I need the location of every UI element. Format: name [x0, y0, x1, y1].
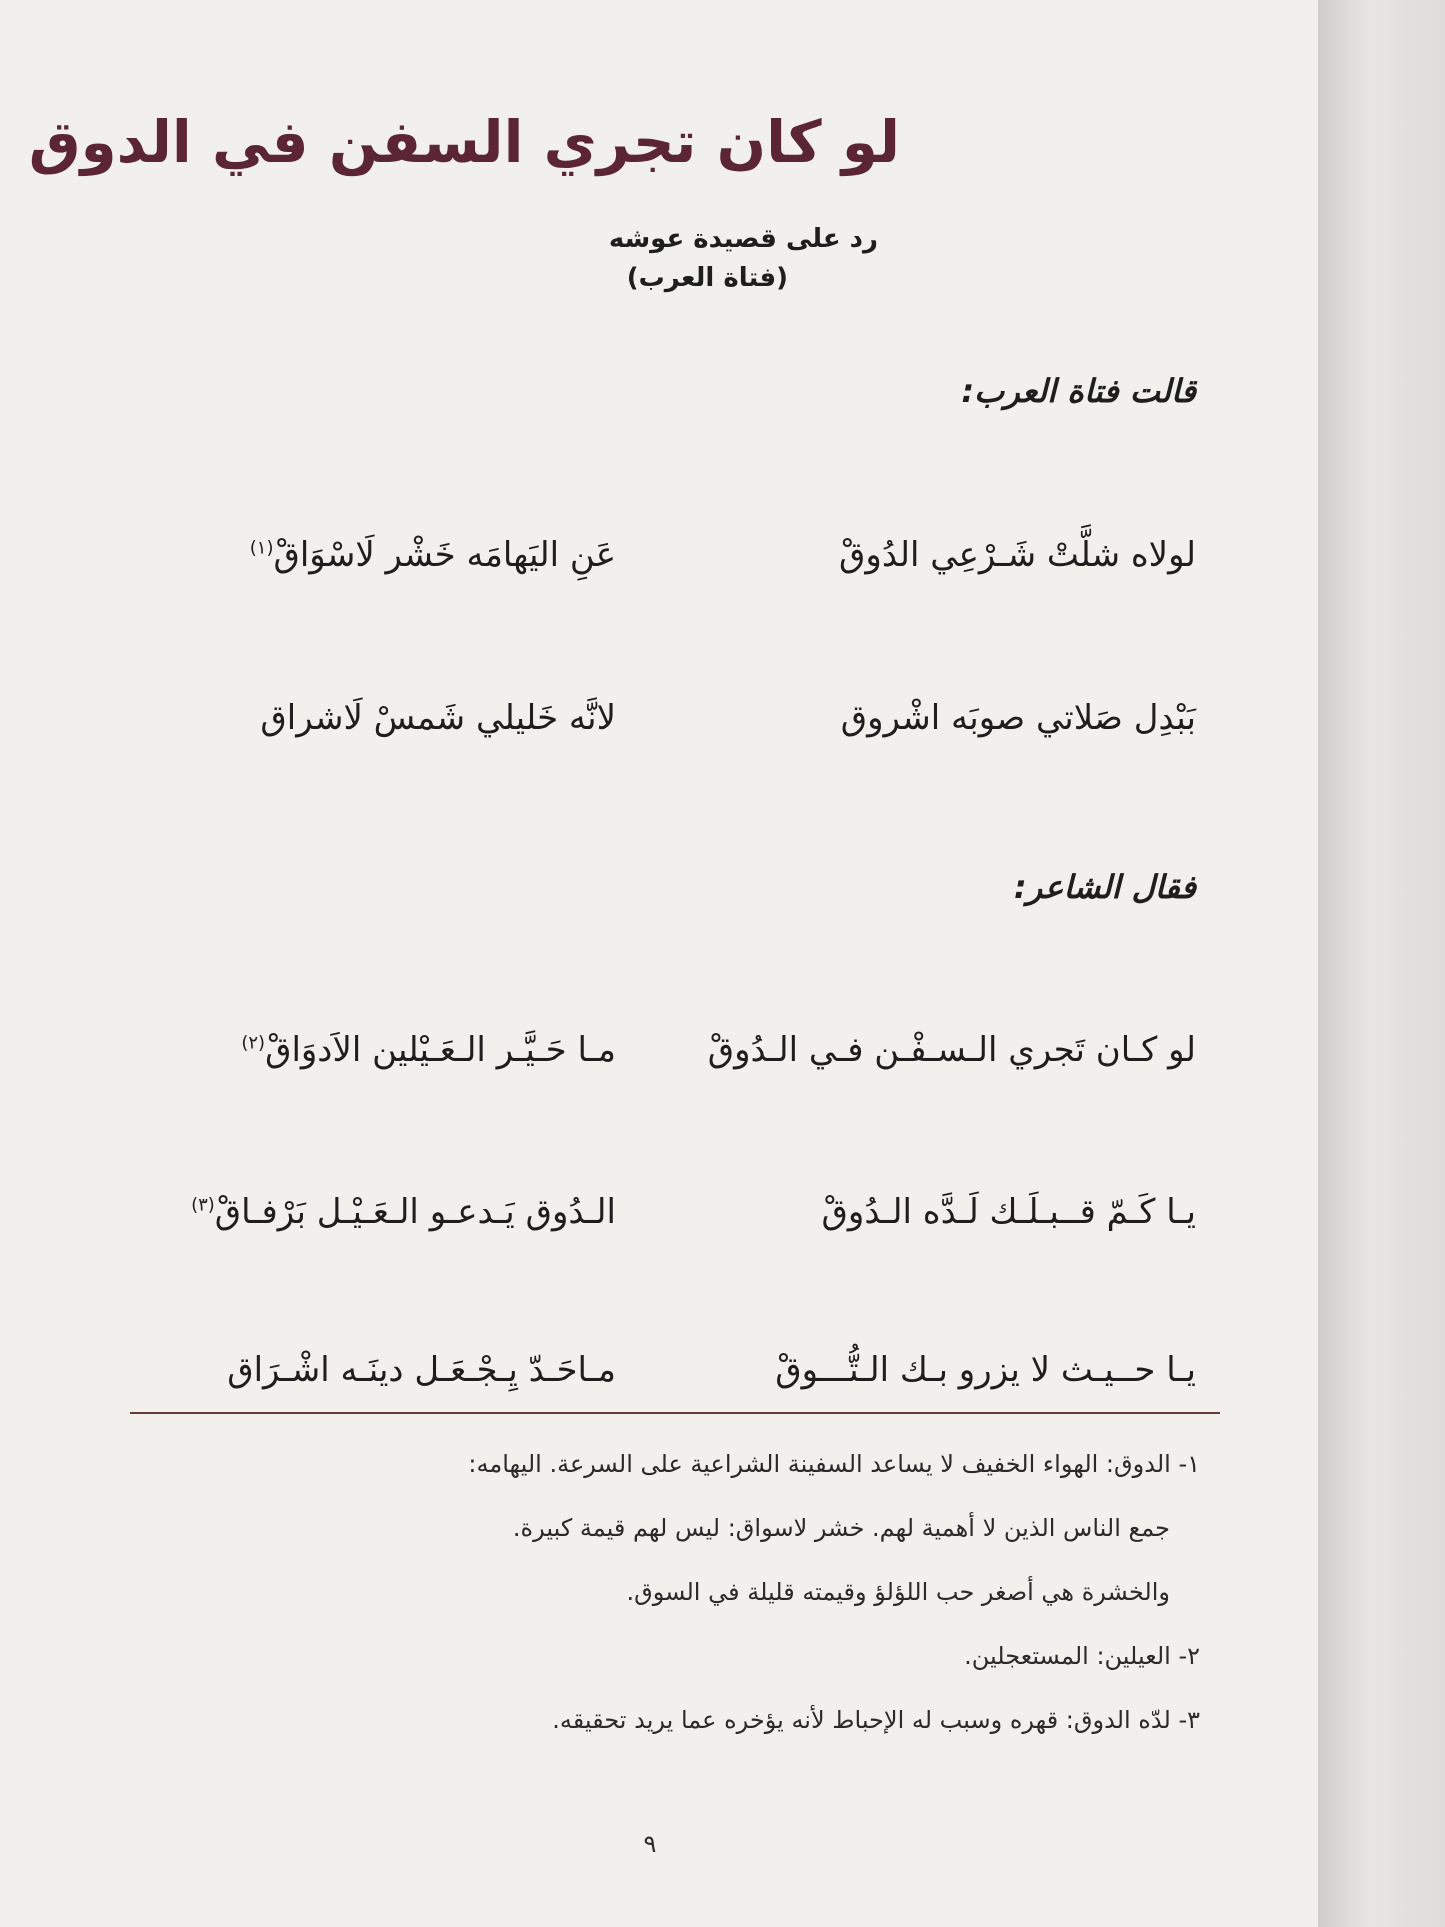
poem-title: لو كان تجري السفن في الدوق	[28, 108, 900, 176]
speaker-heading-2: فقال الشاعر:	[1013, 868, 1196, 906]
subtitle-line-2: (فتاة العرب)	[626, 263, 788, 293]
footnote-line	[110, 1432, 1200, 1496]
verse-first-hemistich: يـا حــيـث لا يزرو بـك الـتُّـــوقْ	[775, 1350, 1196, 1390]
footnote-line: جمع الناس الذين لا أهمية لهم. خشر لاسواق: ليس لهم قيمة كبيرة.	[512, 1514, 1170, 1542]
verse-second-hemistich	[136, 1192, 616, 1232]
verse-first-hemistich: بَبْدِل صَلاتي صوبَه اشْروق	[840, 698, 1196, 738]
footnote-number: ٢-	[1178, 1642, 1200, 1670]
footnote-line	[110, 1624, 1200, 1688]
verse-second-hemistich-text: مـا حَـيَّـر الـعَـيْلين الاَدوَاقْ	[265, 1030, 616, 1070]
footnote-line	[110, 1688, 1200, 1752]
verse-line	[136, 1192, 1196, 1252]
poem-subtitle	[278, 220, 878, 298]
footnote-line: والخشرة هي أصغر حب اللؤلؤ وقيمته قليلة في السوق.	[626, 1578, 1170, 1606]
footnotes	[110, 1432, 1200, 1752]
verse-line	[136, 1030, 1196, 1090]
verse-second-hemistich: مـاحَـدّ يِـجْـعَـل دينَـه اشْـرَاق	[227, 1350, 616, 1390]
verse-first-hemistich: لولاه شلَّتْ شَـرْعِي الدُوقْ	[839, 535, 1196, 575]
verse-line	[136, 535, 1196, 595]
footnote-number: ١-	[1178, 1450, 1200, 1478]
speaker-heading-1: قالت فتاة العرب:	[961, 372, 1196, 410]
verse-line	[136, 698, 1196, 758]
verse-second-hemistich	[136, 535, 616, 575]
footnote-marker: (١)	[249, 537, 274, 559]
footnote-number: ٣-	[1178, 1706, 1200, 1734]
subtitle-line-1: رد على قصيدة عوشه	[608, 224, 878, 254]
verse-first-hemistich: يـا كَـمّ قــبـلَـك لَـدَّه الـدُوقْ	[821, 1192, 1196, 1232]
footnote-1	[110, 1432, 1200, 1624]
footnote-text: العيلين: المستعجلين.	[964, 1642, 1171, 1670]
verse-second-hemistich-text: الـدُوق يَـدعـو الـعَـيْـل بَرْفـاقْ	[214, 1192, 616, 1232]
footnote-divider	[130, 1412, 1220, 1414]
verse-first-hemistich: لو كـان تَجري الـسـفْـن فـي الـدُوقْ	[707, 1030, 1196, 1070]
footnote-text: لدّه الدوق: قهره وسبب له الإحباط لأنه يؤخره عما يريد تحقيقه.	[552, 1706, 1171, 1734]
footnote-3	[110, 1688, 1200, 1752]
verse-second-hemistich: لانَّه خَليلي شَمسْ لَاشراق	[260, 698, 616, 738]
verse-line	[136, 1350, 1196, 1410]
page-number: ٩	[643, 1830, 657, 1858]
footnote-2	[110, 1624, 1200, 1688]
verse-second-hemistich	[136, 1030, 616, 1070]
verse-second-hemistich-text: عَنِ اليَهامَه خَشْر لَاسْوَاقْ	[273, 535, 616, 575]
footnote-marker: (٣)	[191, 1194, 215, 1216]
book-gutter	[1318, 0, 1445, 1927]
footnote-text: الدوق: الهواء الخفيف لا يساعد السفينة الشراعية على السرعة. اليهامه:	[468, 1450, 1171, 1478]
footnote-marker: (٢)	[241, 1032, 266, 1054]
